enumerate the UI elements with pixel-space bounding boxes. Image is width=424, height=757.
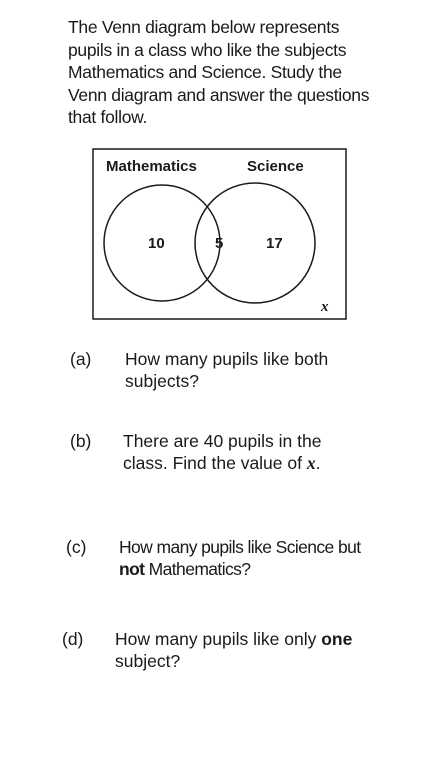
question-a-text: How many pupils like both subjects?: [125, 349, 329, 391]
question-c-text-after: Mathematics?: [144, 559, 251, 579]
question-b-label: (b): [70, 431, 92, 451]
question-d-text-after: subject?: [115, 651, 181, 671]
question-d-text-before: How many pupils like only: [115, 629, 322, 649]
both-value: 5: [215, 235, 224, 252]
question-c-emphasis: not: [119, 559, 145, 579]
question-b-text: [123, 430, 368, 474]
question-d-label: (d): [62, 629, 84, 649]
science-circle: [195, 183, 315, 303]
question-c-text: [119, 536, 369, 580]
question-d-emphasis: one: [321, 629, 353, 649]
question-d-text: [115, 628, 360, 672]
question-c-text-before: How many pupils like Science but: [119, 537, 361, 557]
outside-value: x: [321, 299, 329, 315]
question-b-text-after: .: [315, 453, 321, 473]
question-b-variable: x: [306, 453, 316, 473]
only-mathematics-value: 10: [148, 235, 165, 252]
venn-diagram: [92, 148, 348, 322]
science-label: Science: [247, 158, 304, 175]
only-science-value: 17: [266, 235, 283, 252]
intro-text: The Venn diagram below represents pupils in a class who like the subjects Mathematics and Science. Study the Venn diagram and answer the questions that follow.: [68, 17, 370, 127]
mathematics-label: Mathematics: [106, 158, 197, 175]
question-a-label: (a): [70, 349, 92, 369]
question-b-text-before: There are 40 pupils in the class. Find the value of: [123, 431, 322, 473]
question-c-label: (c): [66, 537, 87, 557]
